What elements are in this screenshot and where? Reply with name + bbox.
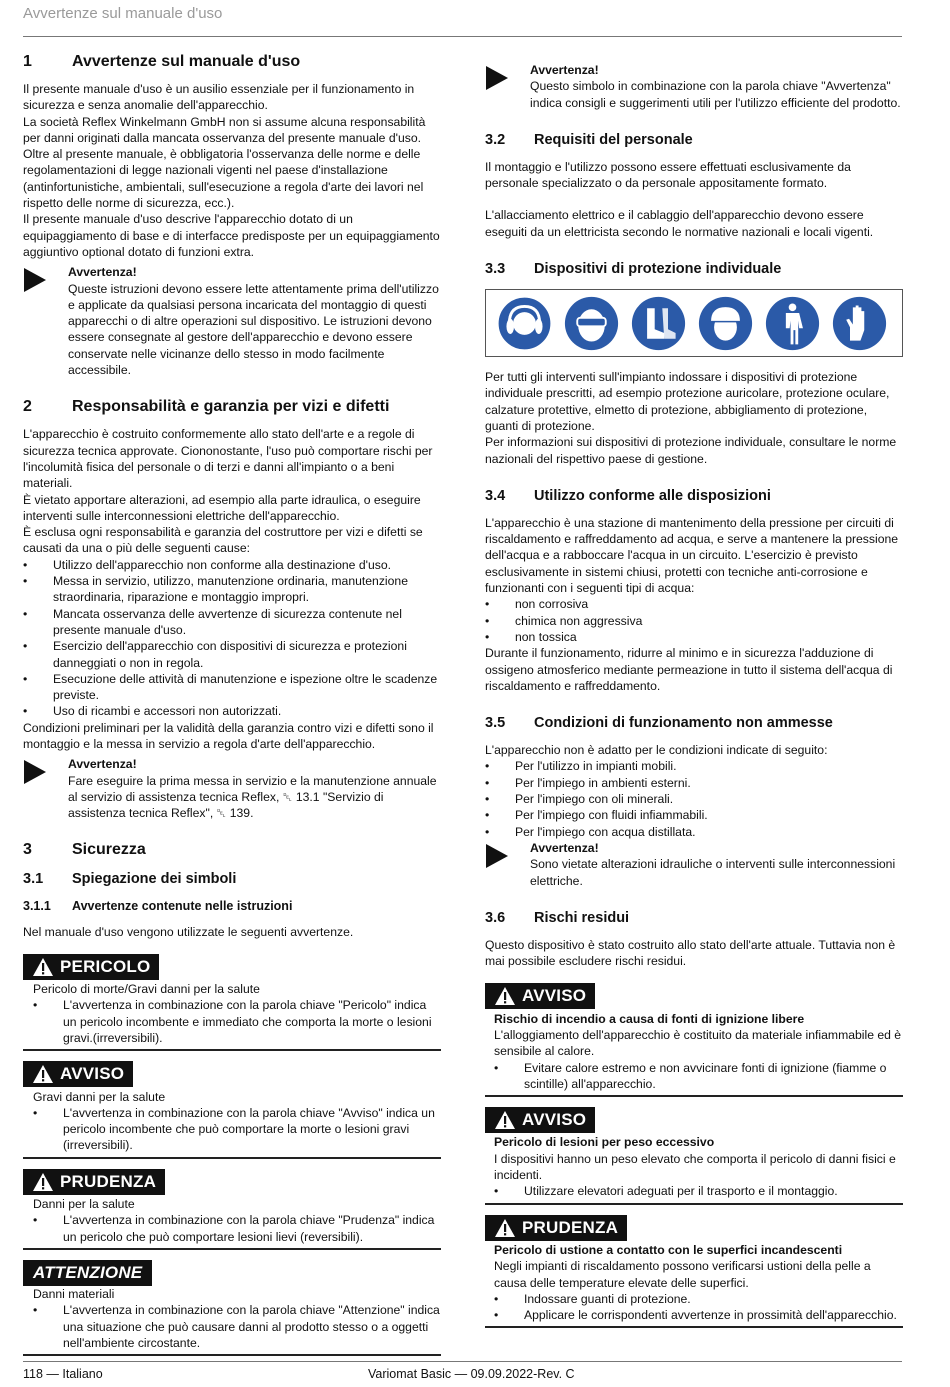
right-column — [485, 62, 903, 1328]
section-number: 1 — [23, 53, 32, 70]
note-text: Questo simbolo in combinazione con la parola chiave "Avvertenza" indica consigli e suggerimenti utili per l'utilizzo efficiente del prodotto. — [530, 79, 901, 110]
signal-word: AVVISO — [522, 986, 587, 1006]
bullet-list — [494, 1060, 903, 1093]
signal-attenzione — [23, 1260, 441, 1356]
signal-prudenza — [23, 1169, 441, 1250]
signal-word: ATTENZIONE — [33, 1262, 143, 1282]
list-item: • Mancata osservanza delle avvertenze di sicurezza contenute nel presente manuale d'uso. — [23, 606, 441, 639]
paragraph: È vietato apportare alterazioni, ad esempio alla parte idraulica, o eseguire interventi sulle interconnessioni elettriche dell'apparecchio. — [23, 492, 421, 523]
paragraph: Questo dispositivo è stato costruito allo stato dell'arte attuale. Tuttavia non è mai possibile escludere rischi residui. — [485, 937, 896, 969]
footer-document-info: Variomat Basic — 09.09.2022-Rev. C — [368, 1367, 575, 1381]
list-item: • non corrosiva — [485, 596, 903, 612]
section-3-1-heading — [23, 870, 441, 888]
note-title: Avvertenza! — [68, 757, 137, 772]
list-item: • Evitare calore estremo e non avvicinare fonti di ignizione (fiamme o scintille) all'apparecchio. — [494, 1060, 903, 1093]
note-title: Avvertenza! — [68, 265, 137, 280]
note-title: Avvertenza! — [530, 840, 599, 855]
header-rule — [23, 36, 902, 37]
section-3-3-heading — [485, 260, 903, 278]
signal-label — [23, 954, 159, 980]
section-title: Rischi residui — [534, 909, 630, 926]
section-3-2-heading — [485, 131, 903, 149]
signal-subtitle: Pericolo di morte/Gravi danni per la salute — [33, 982, 260, 997]
section-number: 3.3 — [485, 261, 506, 278]
list-item: • Applicare le corrispondenti avvertenze in prossimità dell'apparecchio. — [494, 1307, 903, 1323]
list-item: • Messa in servizio, utilizzo, manutenzione ordinaria, manutenzione straordinaria, riparazione e montaggio impropri. — [23, 573, 441, 606]
protective-clothing-icon — [764, 295, 821, 352]
list-item: • chimica non aggressiva — [485, 613, 903, 629]
section-number: 3.2 — [485, 131, 506, 148]
left-column — [23, 50, 441, 1356]
section-3-1-1-heading — [23, 898, 441, 914]
signal-body — [485, 1134, 903, 1202]
list-item: • Esercizio dell'apparecchio con dispositivi di sicurezza e protezioni danneggiati o non in regola. — [23, 638, 441, 671]
signal-label — [485, 983, 595, 1009]
section-number: 3.4 — [485, 487, 506, 504]
list-item: • Per l'impiego con fluidi infiammabili. — [485, 807, 903, 823]
section-title: Sicurezza — [72, 841, 146, 859]
warning-triangle-icon — [494, 1110, 516, 1130]
signal-pericolo — [23, 954, 441, 1051]
list-item: • L'avvertenza in combinazione con la parola chiave "Attenzione" indica una situazione che può causare danni al prodotto stesso o a oggetti nell'ambiente circostante. — [33, 1302, 441, 1351]
list-item: • L'avvertenza in combinazione con la parola chiave "Prudenza" indica un pericolo che può comportare lesioni lievi (reversibili). — [33, 1212, 441, 1245]
section-number: 3 — [23, 841, 32, 859]
list-item: • L'avvertenza in combinazione con la parola chiave "Pericolo" indica un pericolo incombente e immediato che comporta la morte o lesioni gravi.(irreversibili). — [33, 997, 441, 1046]
section-title: Utilizzo conforme alle disposizioni — [534, 487, 771, 504]
signal-body — [23, 1286, 441, 1354]
warning-triangle-icon — [494, 1218, 516, 1238]
paragraph: Per informazioni sui dispositivi di protezione individuale, consultare le norme nazionali del rispettivo paese di gestione. — [485, 435, 897, 466]
section-number: 3.1.1 — [23, 899, 51, 914]
warning-weight — [485, 1107, 903, 1204]
warning-triangle-icon — [32, 1172, 54, 1192]
signal-text: L'alloggiamento dell'apparecchio è costituito da materiale infiammabile ed è sensibile al calore. — [494, 1027, 902, 1059]
signal-label — [23, 1169, 165, 1195]
section-title: Condizioni di funzionamento non ammesse — [534, 715, 833, 732]
paragraph: L'apparecchio non è adatto per le condizioni indicate di seguito: — [485, 743, 828, 758]
signal-body — [23, 1196, 441, 1248]
section-number: 3.5 — [485, 715, 506, 732]
paragraph: Il presente manuale d'uso è un ausilio essenziale per il funzionamento in sicurezza e senza anomalie dell'apparecchio. — [23, 82, 415, 113]
note-text: Sono vietate alterazioni idrauliche o interventi sulle interconnessioni elettriche. — [530, 857, 896, 888]
warning-triangle-icon — [32, 1064, 54, 1084]
section-title: Responsabilità e garanzia per vizi e difetti — [72, 398, 390, 416]
paragraph: L'apparecchio è una stazione di mantenimento della pressione per circuiti di riscaldamento e raffreddamento ad acqua, e serve a mantenere la pressione dell'acqua e a rabboccare l'acqua in un circuito. L'esercizio è previsto esclusivamente in sistemi chiusi, protetti con tecniche anti-corrosione e funzionanti con i seguenti tipi di acqua: — [485, 515, 899, 596]
signal-subtitle: Danni per la salute — [33, 1197, 135, 1212]
list-item: • Per l'impiego in ambienti esterni. — [485, 775, 903, 791]
paragraph: Il montaggio e l'utilizzo possono essere effettuati esclusivamente da personale specializzato o da personale appositamente formato. — [485, 159, 851, 191]
arrow-icon — [486, 66, 508, 90]
list-item: • L'avvertenza in combinazione con la parola chiave "Avviso" indica un pericolo incombente che può comportare la morte o lesioni gravi (irreversibili). — [33, 1105, 441, 1154]
paragraph: L'allacciamento elettrico e il cablaggio dell'apparecchio devono essere eseguiti da un elettricista secondo le normative nazionali e locali vigenti. — [485, 208, 874, 239]
signal-word: PRUDENZA — [522, 1217, 619, 1237]
list-item: • Per l'impiego con oli minerali. — [485, 791, 903, 807]
section-3-heading — [23, 840, 441, 860]
section-number: 2 — [23, 398, 32, 416]
paragraph: Per tutti gli interventi sull'impianto indossare i dispositivi di protezione individuale prescritti, ad esempio protezione auricolare, protezione oculare, calzature protettive, elmetto di protezione, abbigliamento di protezione, guanti di protezione. — [485, 370, 890, 433]
eye-protection-icon — [563, 295, 620, 352]
footer-rule — [23, 1361, 902, 1362]
warning-fire — [485, 983, 903, 1097]
note-text: Fare eseguire la prima messa in servizio e la manutenzione annuale al servizio di assistenza tecnica Reflex, ␡ 13.1 "Servizio di assistenza tecnica Reflex", ␡ 139. — [68, 773, 437, 821]
section-3-4-heading — [485, 487, 903, 505]
note-block — [485, 62, 903, 111]
section-title: Requisiti del personale — [534, 131, 693, 148]
warning-triangle-icon — [32, 957, 54, 977]
signal-subtitle: Danni materiali — [33, 1286, 115, 1301]
list-item: • Uso di ricambi e accessori non autorizzati. — [23, 703, 441, 719]
section-title: Avvertenze contenute nelle istruzioni — [72, 899, 293, 914]
signal-subtitle: Pericolo di lesioni per peso eccessivo — [494, 1135, 715, 1150]
signal-label — [485, 1107, 595, 1133]
bullet-list — [485, 596, 903, 645]
bullet-list — [23, 557, 441, 720]
paragraph: Il presente manuale d'uso descrive l'apparecchio dotato di un equipaggiamento di base e di interfacce predisposte per un equipaggiamento aggiuntivo optional dotato di funzioni extra. — [23, 212, 440, 259]
paragraph: L'apparecchio è costruito conformemente allo stato dell'arte e a regole di sicurezza tecnica approvate. Ciononostante, l'uso può comportare rischi per l'incolumità fisica del personale o di terzi e danni all'impianto o a beni materiali. — [23, 427, 433, 491]
note-title: Avvertenza! — [530, 63, 599, 77]
signal-text: I dispositivi hanno un peso elevato che comporta il pericolo di danni fisici e incidenti. — [494, 1151, 896, 1183]
bullet-list — [33, 1212, 441, 1245]
warning-hot-surface — [485, 1215, 903, 1329]
section-number: 3.6 — [485, 909, 506, 926]
arrow-icon — [24, 268, 46, 292]
section-3-6-heading — [485, 909, 903, 927]
helmet-icon — [697, 295, 754, 352]
section-title: Avvertenze sul manuale d'uso — [72, 53, 301, 70]
bullet-list — [33, 1302, 441, 1351]
section-3-5-heading — [485, 714, 903, 732]
arrow-icon — [486, 844, 508, 868]
list-item: • Utilizzare elevatori adeguati per il trasporto e il montaggio. — [494, 1183, 903, 1199]
list-item: • Indossare guanti di protezione. — [494, 1291, 903, 1307]
bullet-list — [33, 1105, 441, 1154]
list-item: • non tossica — [485, 629, 903, 645]
signal-word: PERICOLO — [60, 956, 151, 976]
signal-word: PRUDENZA — [60, 1171, 157, 1191]
signal-body — [485, 1011, 903, 1095]
signal-text: Negli impianti di riscaldamento possono verificarsi ustioni della pelle a causa delle temperature elevate delle superfici. — [494, 1259, 871, 1290]
section-title: Dispositivi di protezione individuale — [534, 261, 782, 278]
paragraph: Condizioni preliminari per la validità della garanzia contro vizi e difetti sono il montaggio e la messa in servizio a regola d'arte dell'apparecchio. — [23, 720, 434, 751]
footer-page-number: 118 — Italiano — [23, 1367, 103, 1381]
ear-protection-icon — [496, 295, 553, 352]
list-item: • Per l'utilizzo in impianti mobili. — [485, 758, 903, 774]
signal-body — [485, 1242, 903, 1326]
signal-subtitle: Gravi danni per la salute — [33, 1089, 166, 1104]
bullet-list — [485, 758, 903, 839]
paragraph: La società Reflex Winkelmann GmbH non si assume alcuna responsabilità per danni originati dalla mancata osservanza del presente manuale d'uso. Oltre al presente manuale, è obbligatoria l'osservanza delle norme e delle regolamentazioni di legge nazionali vigenti nel paese d'installazione (antinfortunistiche, ambientali, sull'esecuzione a regola d'arte dei lavori nel rispetto delle norme di sicurezza, ecc.). — [23, 114, 426, 211]
arrow-icon — [24, 760, 46, 784]
bullet-list — [494, 1291, 903, 1324]
signal-label — [23, 1061, 133, 1087]
paragraph: È esclusa ogni responsabilità e garanzia del costruttore per vizi e difetti se causati da una o più delle seguenti cause: — [23, 525, 423, 556]
list-item: • Utilizzo dell'apparecchio non conforme alla destinazione d'uso. — [23, 557, 441, 573]
section-1-heading — [23, 52, 441, 72]
signal-label — [485, 1215, 627, 1241]
signal-subtitle: Pericolo di ustione a contatto con le superfici incandescenti — [494, 1242, 843, 1257]
signal-body — [23, 1089, 441, 1157]
bullet-list — [494, 1183, 903, 1199]
gloves-icon — [831, 295, 888, 352]
safety-boots-icon — [630, 295, 687, 352]
list-item: • Esecuzione delle attività di manutenzione e ispezione oltre le scadenze previste. — [23, 671, 441, 704]
ppe-icons-panel — [485, 289, 903, 357]
signal-word: AVVISO — [60, 1064, 125, 1084]
section-2-heading — [23, 397, 441, 417]
signal-avviso — [23, 1061, 441, 1158]
note-block — [23, 264, 441, 378]
bullet-list — [33, 997, 441, 1046]
signal-word: AVVISO — [522, 1110, 587, 1130]
note-text: Queste istruzioni devono essere lette attentamente prima dell'utilizzo e applicate da qualsiasi persona incaricata del montaggio di questi apparecchi o di altre operazioni sul dispositivo. Le istruzioni devono essere consegnate al gestore dell'apparecchio e devono essere conservate nelle vicinanze dello stesso in modo facilmente accessibile. — [68, 281, 439, 378]
paragraph: Durante il funzionamento, ridurre al minimo e in sicurezza l'adduzione di ossigeno atmosferico mediante permeazione in tutto il sistema dell'acqua di riscaldamento e raffreddamento. — [485, 646, 893, 693]
section-title: Spiegazione dei simboli — [72, 871, 237, 888]
note-block — [485, 840, 903, 889]
signal-subtitle: Rischio di incendio a causa di fonti di ignizione libere — [494, 1011, 805, 1026]
signal-label — [23, 1260, 152, 1286]
paragraph: Nel manuale d'uso vengono utilizzate le seguenti avvertenze. — [23, 925, 354, 940]
warning-triangle-icon — [494, 986, 516, 1006]
section-number: 3.1 — [23, 871, 44, 888]
running-head: Avvertenze sul manuale d'uso — [23, 5, 223, 22]
signal-body — [23, 981, 441, 1049]
note-block — [23, 756, 441, 821]
list-item: • Per l'impiego con acqua distillata. — [485, 824, 903, 840]
